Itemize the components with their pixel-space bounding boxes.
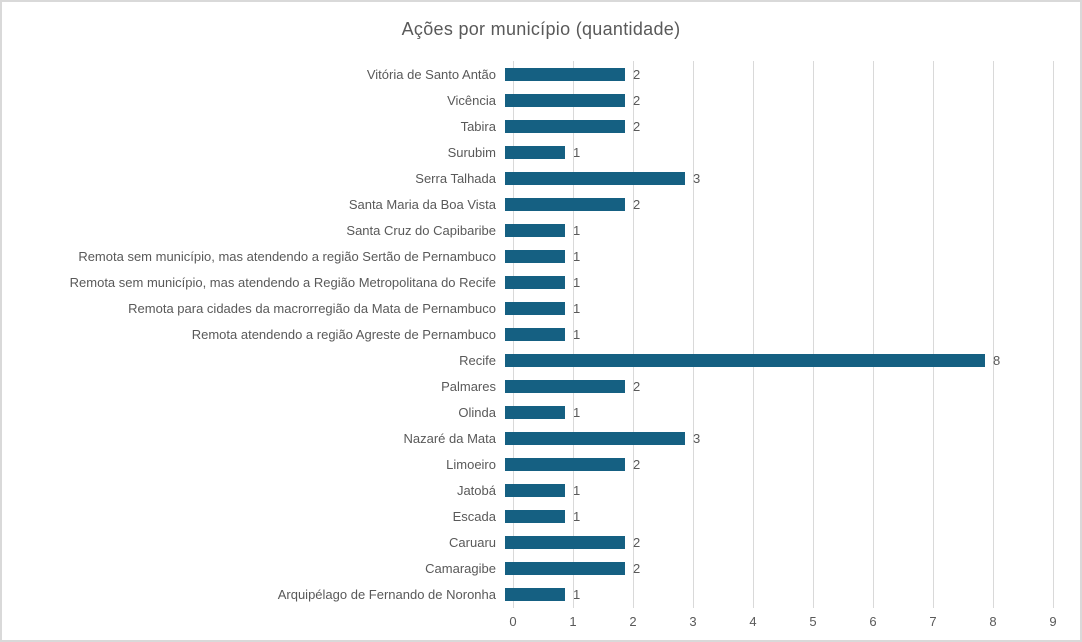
bar-row <box>2 399 1080 425</box>
category-label: Remota atendendo a região Agreste de Pernambuco <box>191 326 496 342</box>
bar <box>505 588 565 601</box>
bar-track <box>505 217 1045 243</box>
data-label: 3 <box>693 170 701 186</box>
bar-track <box>505 399 1045 425</box>
bar-track <box>505 87 1045 113</box>
bar-row <box>2 139 1080 165</box>
data-label: 2 <box>633 92 641 108</box>
bar-track <box>505 373 1045 399</box>
x-axis-tick-label: 7 <box>929 614 937 629</box>
category-label: Escada <box>452 508 496 524</box>
bar <box>505 250 565 263</box>
data-label: 2 <box>633 118 641 134</box>
data-label: 1 <box>573 300 581 316</box>
bar <box>505 302 565 315</box>
bar <box>505 198 625 211</box>
x-axis-tick-label: 4 <box>749 614 757 629</box>
data-label: 2 <box>633 66 641 82</box>
bar-track <box>505 529 1045 555</box>
bar <box>505 224 565 237</box>
bar <box>505 68 625 81</box>
bar <box>505 146 565 159</box>
bar <box>505 432 685 445</box>
category-label: Surubim <box>447 144 496 160</box>
category-label: Jatobá <box>456 482 496 498</box>
bar <box>505 458 625 471</box>
data-label: 1 <box>573 404 581 420</box>
x-axis-tick-label: 9 <box>1049 614 1057 629</box>
bar-rows <box>2 61 1080 607</box>
bar-row <box>2 321 1080 347</box>
x-axis-tick-label: 6 <box>869 614 877 629</box>
category-label: Tabira <box>460 118 496 134</box>
category-label: Remota para cidades da macrorregião da Mata de Pernambuco <box>128 300 496 316</box>
bar-track <box>505 243 1045 269</box>
data-label: 1 <box>573 274 581 290</box>
data-label: 2 <box>633 456 641 472</box>
bar-row <box>2 165 1080 191</box>
bar <box>505 276 565 289</box>
bar <box>505 380 625 393</box>
category-label: Camaragibe <box>425 560 496 576</box>
category-label: Remota sem município, mas atendendo a região Sertão de Pernambuco <box>78 248 496 264</box>
bar-track <box>505 555 1045 581</box>
bar <box>505 354 985 367</box>
x-axis-tick-label: 8 <box>989 614 997 629</box>
data-label: 1 <box>573 586 581 602</box>
chart-title: Ações por município (quantidade) <box>401 19 681 39</box>
bar-track <box>505 425 1045 451</box>
bar-track <box>505 451 1045 477</box>
bar-track <box>505 191 1045 217</box>
bar <box>505 562 625 575</box>
bar <box>505 406 565 419</box>
bar <box>505 536 625 549</box>
data-label: 2 <box>633 378 641 394</box>
data-label: 1 <box>573 326 581 342</box>
bar <box>505 120 625 133</box>
data-label: 1 <box>573 508 581 524</box>
category-label: Arquipélago de Fernando de Noronha <box>277 586 496 602</box>
bar-track <box>505 165 1045 191</box>
bar-track <box>505 61 1045 87</box>
data-label: 2 <box>633 560 641 576</box>
bar <box>505 328 565 341</box>
category-label: Recife <box>459 352 496 368</box>
x-axis-tick-label: 1 <box>569 614 577 629</box>
bar-track <box>505 295 1045 321</box>
x-axis-tick-label: 3 <box>689 614 697 629</box>
category-label: Vicência <box>447 92 496 108</box>
bar-track <box>505 321 1045 347</box>
data-label: 2 <box>633 534 641 550</box>
category-label: Serra Talhada <box>415 170 496 186</box>
data-label: 3 <box>693 430 701 446</box>
category-label: Remota sem município, mas atendendo a Região Metropolitana do Recife <box>69 274 496 290</box>
category-label: Palmares <box>441 378 496 394</box>
bar-row <box>2 581 1080 607</box>
category-label: Santa Maria da Boa Vista <box>348 196 496 212</box>
category-label: Olinda <box>458 404 496 420</box>
bar <box>505 484 565 497</box>
data-label: 1 <box>573 222 581 238</box>
bar-track <box>505 477 1045 503</box>
x-axis <box>509 609 1057 635</box>
bar-row <box>2 295 1080 321</box>
bar-row <box>2 113 1080 139</box>
bar-track <box>505 139 1045 165</box>
data-label: 8 <box>993 352 1001 368</box>
bar-row <box>2 503 1080 529</box>
bar <box>505 172 685 185</box>
bar-track <box>505 347 1045 373</box>
bar-row <box>2 191 1080 217</box>
category-label: Limoeiro <box>446 456 496 472</box>
x-axis-tick-label: 5 <box>809 614 817 629</box>
bar-track <box>505 581 1045 607</box>
bar <box>505 94 625 107</box>
category-label: Nazaré da Mata <box>403 430 496 446</box>
bar-row <box>2 243 1080 269</box>
data-label: 2 <box>633 196 641 212</box>
bar-row <box>2 61 1080 87</box>
bar <box>505 510 565 523</box>
bar-row <box>2 347 1080 373</box>
bar-track <box>505 269 1045 295</box>
bar-track <box>505 503 1045 529</box>
bar-track <box>505 113 1045 139</box>
bar-row <box>2 217 1080 243</box>
data-label: 1 <box>573 248 581 264</box>
x-axis-tick-label: 0 <box>509 614 517 629</box>
bar-row <box>2 555 1080 581</box>
category-label: Caruaru <box>449 534 496 550</box>
bar-row <box>2 529 1080 555</box>
bar-row <box>2 269 1080 295</box>
bar-row <box>2 87 1080 113</box>
bar-row <box>2 373 1080 399</box>
bar-row <box>2 451 1080 477</box>
data-label: 1 <box>573 144 581 160</box>
bar-row <box>2 477 1080 503</box>
data-label: 1 <box>573 482 581 498</box>
bar-row <box>2 425 1080 451</box>
category-label: Santa Cruz do Capibaribe <box>346 222 496 238</box>
category-label: Vitória de Santo Antão <box>366 66 496 82</box>
x-axis-tick-label: 2 <box>629 614 637 629</box>
